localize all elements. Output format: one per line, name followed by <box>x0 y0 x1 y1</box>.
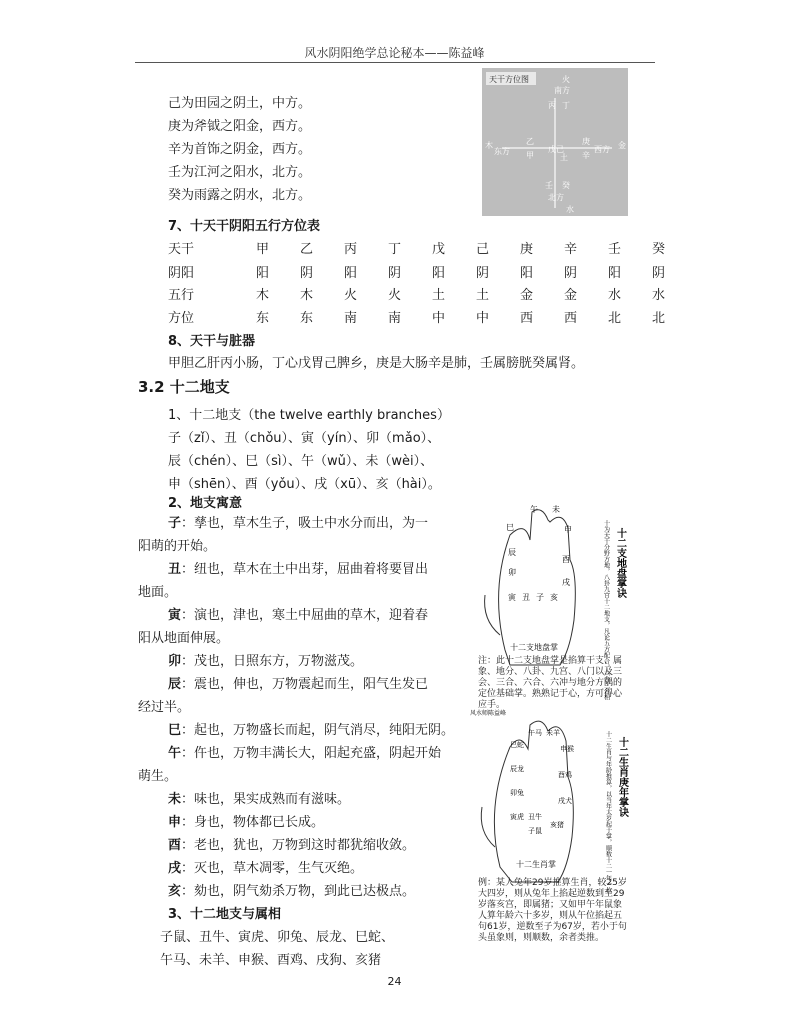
palm-label: 巳蛇 <box>510 741 524 749</box>
table-cell: 阳 <box>608 266 622 281</box>
subsection-3-title: 3、十二地支与属相 <box>168 907 282 922</box>
svg-text:甲: 甲 <box>526 151 534 160</box>
table-cell: 阳 <box>256 266 270 281</box>
table-cell: 庚 <box>520 242 534 257</box>
table-cell: 西 <box>564 311 578 326</box>
meaning-line: 酉：老也，犹也，万物到这时都犹缩收敛。 <box>168 838 416 853</box>
fig3-label: 风水师陈益峰 <box>470 710 507 717</box>
meaning-line: 未：味也，果实成熟而有滋味。 <box>168 792 351 807</box>
table-cell: 阳 <box>520 266 534 281</box>
table-cell: 戊 <box>432 242 446 257</box>
table-cell: 南 <box>388 311 402 326</box>
svg-text:北方: 北方 <box>548 193 564 202</box>
table-cell: 北 <box>652 311 666 326</box>
meaning-line: 卯：茂也，日照东方，万物滋茂。 <box>168 654 364 669</box>
page-header: 风水阴阳绝学总论秘本——陈益峰 <box>304 46 485 60</box>
palm-label: 卯兔 <box>510 789 524 797</box>
subsection-1-title: 1、十二地支（the twelve earthly branches） <box>168 408 450 423</box>
table-cell: 己 <box>476 242 490 257</box>
meaning-line: 经过半。 <box>138 700 191 715</box>
intro-line: 辛为首饰之阴金，西方。 <box>168 142 312 157</box>
meaning-line: 辰：震也，伸也，万物震起而生，阳气生发已 <box>168 677 429 692</box>
svg-text:庚: 庚 <box>582 137 590 146</box>
palm-label: 寅虎 <box>510 813 524 821</box>
subsection-2-title: 2、地支寓意 <box>168 496 243 511</box>
palm-label: 亥 <box>550 593 558 602</box>
meaning-line: 巳：起也，万物盛长而起，阴气消尽，纯阳无阴。 <box>168 723 455 738</box>
table-row-head: 天干 <box>168 242 195 257</box>
table-cell: 阴 <box>652 266 666 281</box>
meaning-line: 丑：纽也，草木在土中出芽，屈曲着将要冒出 <box>168 562 429 577</box>
palm-label: 申猴 <box>560 745 574 753</box>
header-rule <box>135 62 655 63</box>
branches-line: 子（zǐ）、丑（chǒu）、寅（yín）、卯（mǎo）、 <box>168 431 441 446</box>
meaning-line: 申：身也，物体都已长成。 <box>168 815 325 830</box>
svg-text:戊己: 戊己 <box>548 145 564 154</box>
palm-label: 戌犬 <box>558 797 572 805</box>
intro-line: 壬为江河之阳水，北方。 <box>168 165 312 180</box>
table-cell: 阳 <box>344 266 358 281</box>
table-cell: 壬 <box>608 242 622 257</box>
palm-label: 酉 <box>562 555 570 564</box>
fig3-note: 例：某人兔年29岁推算生肖，较25岁大四岁，则从兔年上掐起逆数到至29岁落亥宫，即属猪；又如甲午年鼠象人算年龄六十多岁，则从午位掐起五句61岁，逆数至子为67岁，若小于句头虽象则，则顺数，余者类推。 <box>478 878 627 943</box>
fig2-side-text: 十为天干分野方地，八卦九宫十二地支，凡论五方配合，六合三合相冲，六害三刑皆用此掌推之 <box>602 520 610 700</box>
table-cell: 木 <box>256 288 270 303</box>
table-cell: 阴 <box>564 266 578 281</box>
intro-line: 己为田园之阴土，中方。 <box>168 96 312 111</box>
meaning-line: 午：仵也，万物丰满长大，阳起充盛，阴起开始 <box>168 746 442 761</box>
table-cell: 丁 <box>388 242 402 257</box>
table-cell: 癸 <box>652 242 666 257</box>
palm-label: 卯 <box>508 568 516 577</box>
palm-label: 酉鸡 <box>558 771 572 779</box>
table-cell: 北 <box>608 311 622 326</box>
stems-direction-diagram <box>482 68 628 216</box>
meaning-line: 阳从地面伸展。 <box>138 631 230 646</box>
intro-line: 庚为斧钺之阳金，西方。 <box>168 119 312 134</box>
fig2-note: 注：此十二支地盘掌是掐算干支、属象、地分、八卦、九宫、八门以及三会、三合、六合、六冲与地分方隅的定位基础掌。熟熟记于心，方可得心应手。 <box>478 656 623 710</box>
table-cell: 阴 <box>300 266 314 281</box>
palm-label: 申 <box>564 525 572 534</box>
fig1-title: 天干方位图 <box>489 75 529 84</box>
palm-label: 辰龙 <box>510 765 524 773</box>
table-cell: 乙 <box>300 242 314 257</box>
svg-text:辛: 辛 <box>582 151 590 160</box>
table-cell: 水 <box>652 288 666 303</box>
table-cell: 土 <box>476 288 490 303</box>
table-row-head: 方位 <box>168 311 195 326</box>
section-8-text: 甲胆乙肝丙小肠，丁心戊胃己脾乡，庚是大肠辛是肺，壬属膀胱癸属肾。 <box>168 356 585 371</box>
svg-text:南方: 南方 <box>554 86 570 95</box>
palm-label: 子鼠 <box>528 827 542 835</box>
stems-direction-figure <box>482 68 628 216</box>
svg-text:西方: 西方 <box>594 145 610 154</box>
zodiac-line: 午马、未羊、申猴、酉鸡、戌狗、亥猪 <box>160 953 382 968</box>
svg-text:乙: 乙 <box>526 137 534 146</box>
svg-text:丁: 丁 <box>562 101 570 110</box>
meaning-line: 阳萌的开始。 <box>138 539 217 554</box>
palm-label: 戌 <box>562 578 570 587</box>
table-cell: 金 <box>564 288 578 303</box>
meaning-line: 亥：劾也，阴气劾杀万物，到此已达极点。 <box>168 884 416 899</box>
page-number: 24 <box>387 975 402 988</box>
palm-label: 巳 <box>506 523 514 532</box>
svg-text:东方: 东方 <box>494 147 510 156</box>
meaning-line: 寅：演也，津也，寒土中屈曲的草木，迎着春 <box>168 608 429 623</box>
svg-text:癸: 癸 <box>562 181 570 190</box>
palm-label: 未羊 <box>546 729 560 737</box>
table-cell: 西 <box>520 311 534 326</box>
meaning-line: 地面。 <box>138 585 178 600</box>
fig3-caption: 十二生肖掌 <box>516 860 556 869</box>
section-3-2-title: 3.2 十二地支 <box>138 378 230 396</box>
table-cell: 中 <box>432 311 446 326</box>
table-row-head: 五行 <box>168 288 195 303</box>
palm-label: 寅 <box>508 593 516 602</box>
table-cell: 阴 <box>476 266 490 281</box>
meaning-line: 萌生。 <box>138 769 178 784</box>
table-cell: 土 <box>432 288 446 303</box>
table-cell: 甲 <box>256 242 270 257</box>
palm-label: 丑 <box>522 593 530 602</box>
palm-label: 亥猪 <box>550 821 564 829</box>
fig3-title: 十二生肖庚年掌诀 <box>616 737 628 817</box>
svg-text:土: 土 <box>560 153 568 162</box>
branches-line: 辰（chén）、巳（sì）、午（wǔ）、未（wèi）、 <box>168 454 434 469</box>
table-cell: 木 <box>300 288 314 303</box>
table-cell: 东 <box>256 311 270 326</box>
svg-text:火: 火 <box>562 75 570 84</box>
svg-text:壬: 壬 <box>545 181 553 190</box>
fig3-side-text: 十二生肖与年龄推算，以当年太岁起于掌，顺数十二一年一位 <box>604 731 612 893</box>
table-cell: 东 <box>300 311 314 326</box>
table-cell: 丙 <box>344 242 358 257</box>
svg-text:木: 木 <box>485 141 493 150</box>
palm-label: 午马 <box>528 729 542 737</box>
svg-text:金: 金 <box>618 141 626 150</box>
section-8-title: 8、天干与脏器 <box>168 334 256 349</box>
branches-line: 申（shēn）、酉（yǒu）、戌（xū）、亥（hài）。 <box>168 477 441 492</box>
table-cell: 火 <box>344 288 358 303</box>
svg-text:丙: 丙 <box>548 101 556 110</box>
table-row-head: 阴阳 <box>168 266 195 281</box>
table-cell: 阳 <box>432 266 446 281</box>
intro-line: 癸为雨露之阴水，北方。 <box>168 188 312 203</box>
table-cell: 金 <box>520 288 534 303</box>
fig2-caption: 十二支地盘掌 <box>510 643 558 652</box>
palm-label: 未 <box>552 505 560 514</box>
table-cell: 中 <box>476 311 490 326</box>
palm-label: 辰 <box>508 548 516 557</box>
palm-label: 午 <box>530 505 538 514</box>
palm-label: 丑牛 <box>528 813 542 821</box>
svg-text:水: 水 <box>566 205 574 214</box>
meaning-line: 戌：灭也，草木凋零，生气灭绝。 <box>168 861 364 876</box>
table-cell: 南 <box>344 311 358 326</box>
table-cell: 火 <box>388 288 402 303</box>
palm-label: 子 <box>536 593 544 602</box>
meaning-line: 子：孳也，草木生子，吸土中水分而出，为一 <box>168 516 429 531</box>
table-cell: 阴 <box>388 266 402 281</box>
fig2-title: 十二支地盘掌诀 <box>614 528 626 598</box>
table-cell: 辛 <box>564 242 578 257</box>
table-cell: 水 <box>608 288 622 303</box>
section-7-title: 7、十天干阴阳五行方位表 <box>168 219 321 234</box>
zodiac-line: 子鼠、丑牛、寅虎、卯兔、辰龙、巳蛇、 <box>160 930 395 945</box>
